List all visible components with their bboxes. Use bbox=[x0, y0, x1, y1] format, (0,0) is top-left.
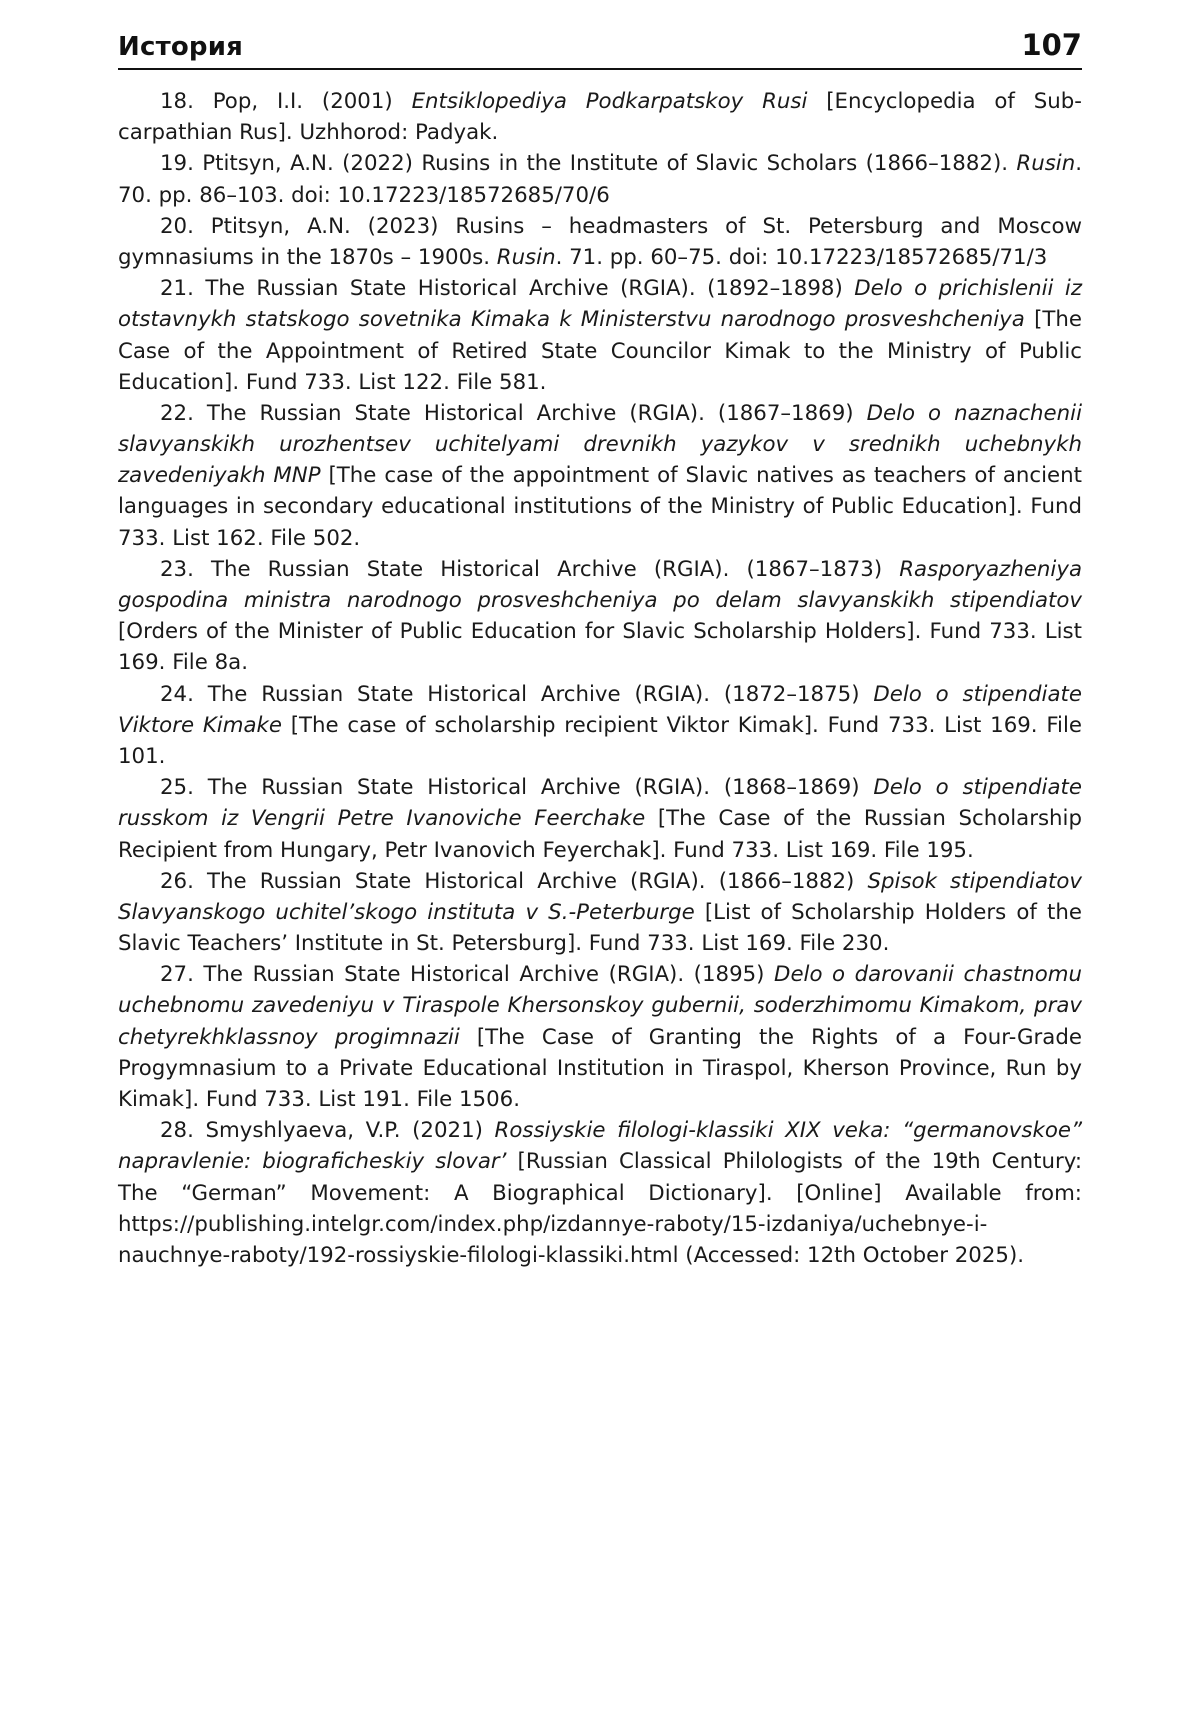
reference-title-italic: Rossiyskie filologi-klassiki XIX veka: “germanovskoe” napravlenie: biograficheskiy slovar’ bbox=[118, 1118, 1082, 1175]
reference-text: 22. The Russian State Historical Archive (RGIA). (1867–1869) bbox=[160, 400, 867, 426]
reference-text: [The case of the appointment of Slavic natives as teachers of ancient languages in secondary educational institutions of the Ministry of Public Education]. Fund 733. List 162. File 502. bbox=[118, 463, 1082, 551]
reference-entry bbox=[118, 554, 1082, 679]
reference-text: 26. The Russian State Historical Archive (RGIA). (1866–1882) bbox=[160, 868, 868, 894]
reference-title-italic: Entsiklopediya Podkarpatskoy Rusi bbox=[411, 89, 808, 114]
reference-text: [The case of scholarship recipient Viktor Kimak]. Fund 733. List 169. File 101. bbox=[118, 712, 1082, 769]
reference-text: [The Case of the Russian Scholarship Recipient from Hungary, Petr Ivanovich Feyerchak]. Fund 733. List 169. File 195. bbox=[118, 806, 1082, 863]
reference-text: 20. Ptitsyn, A.N. (2023) Rusins – headmasters of St. Petersburg and Moscow gymnasiums in the 1870s – 1900s. bbox=[118, 213, 1082, 270]
reference-text: 24. The Russian State Historical Archive (RGIA). (1872–1875) bbox=[160, 681, 874, 707]
reference-title-italic: Rusin bbox=[1016, 151, 1076, 177]
header-divider bbox=[118, 68, 1082, 70]
reference-entry bbox=[118, 211, 1082, 273]
page-header-title: История bbox=[118, 32, 244, 62]
reference-text: 25. The Russian State Historical Archive (RGIA). (1868–1869) bbox=[160, 775, 874, 801]
reference-text: [Orders of the Minister of Public Education for Slavic Scholarship Holders]. Fund 733. List 169. File 8a. bbox=[118, 619, 1082, 676]
page-header bbox=[118, 28, 1082, 66]
reference-entry bbox=[118, 148, 1082, 210]
reference-title-italic: Delo o darovanii chastnomu uchebnomu zavedeniyu v Tiraspole Khersonskoy gubernii, soderzhimomu Kimakom, prav chetyrekhklassnoy progimnazii bbox=[118, 962, 1082, 1050]
reference-entry bbox=[118, 273, 1082, 398]
reference-text: 27. The Russian State Historical Archive (RGIA). (1895) bbox=[160, 962, 775, 988]
reference-entry bbox=[118, 1115, 1082, 1271]
page-number: 107 bbox=[1021, 28, 1082, 62]
references-list bbox=[118, 86, 1082, 1271]
reference-entry bbox=[118, 679, 1082, 773]
reference-text: 21. The Russian State Historical Archive (RGIA). (1892–1898) bbox=[160, 276, 855, 302]
reference-entry bbox=[118, 959, 1082, 1115]
reference-text: 18. Pop, I.I. (2001) bbox=[160, 89, 412, 114]
reference-entry bbox=[118, 772, 1082, 866]
reference-title-italic: Delo o naznachenii slavyanskikh urozhentsev uchitelyami drevnikh yazykov v srednikh uchebnykh zavedeniyakh MNP bbox=[118, 400, 1082, 489]
reference-entry bbox=[118, 866, 1082, 960]
reference-title-italic: Delo o stipendiate Viktore Kimake bbox=[118, 681, 1082, 738]
reference-text: [The Case of Granting the Rights of a Four-Grade Progymnasium to a Private Educational Institution in Tiraspol, Kherson Province, Run by Kimak]. Fund 733. List 191. File 1506. bbox=[118, 1024, 1082, 1112]
reference-text: 28. Smyshlyaeva, V.P. (2021) bbox=[160, 1118, 495, 1144]
reference-entry bbox=[118, 86, 1082, 148]
reference-text: [Encyclopedia of Sub-carpathian Rus]. Uzhhorod: Padyak. bbox=[118, 89, 1082, 146]
reference-text: . 71. pp. 60–75. doi: 10.17223/18572685/71/3 bbox=[555, 244, 1048, 270]
reference-text: [The Case of the Appointment of Retired State Councilor Kimak to the Ministry of Public Education]. Fund 733. List 122. File 581. bbox=[118, 307, 1082, 395]
reference-title-italic: Rusin bbox=[496, 244, 556, 270]
reference-title-italic: Delo o stipendiate russkom iz Vengrii Petre Ivanoviche Feerchake bbox=[118, 775, 1082, 832]
reference-entry bbox=[118, 398, 1082, 554]
reference-text: 23. The Russian State Historical Archive (RGIA). (1867–1873) bbox=[160, 556, 900, 582]
reference-text: [List of Scholarship Holders of the Slavic Teachers’ Institute in St. Petersburg]. Fund 733. List 169. File 230. bbox=[118, 899, 1082, 957]
reference-text: 19. Ptitsyn, A.N. (2022) Rusins in the Institute of Slavic Scholars (1866–1882). bbox=[160, 151, 1017, 177]
reference-text: . 70. pp. 86–103. doi: 10.17223/18572685/70/6 bbox=[118, 151, 1082, 208]
reference-text: [Russian Classical Philologists of the 19th Century: The “German” Movement: A Biographical Dictionary]. [Online] Available from: https://publishing.intelgr.com/index.php/izdannye-raboty/15-izdaniya/uchebnye-i-nauchnye-raboty/192-rossiyskie-filologi-klassiki.html (Accessed: 12th October 2025). bbox=[118, 1149, 1082, 1268]
reference-title-italic: Rasporyazheniya gospodina ministra narodnogo prosveshcheniya po delam slavyanskikh stipendiatov bbox=[118, 556, 1082, 613]
reference-title-italic: Delo o prichislenii iz otstavnykh statskogo sovetnika Kimaka k Ministerstvu narodnogo prosveshcheniya bbox=[118, 276, 1082, 333]
reference-title-italic: Spisok stipendiatov Slavyanskogo uchitel’skogo instituta v S.-Peterburge bbox=[118, 868, 1082, 925]
